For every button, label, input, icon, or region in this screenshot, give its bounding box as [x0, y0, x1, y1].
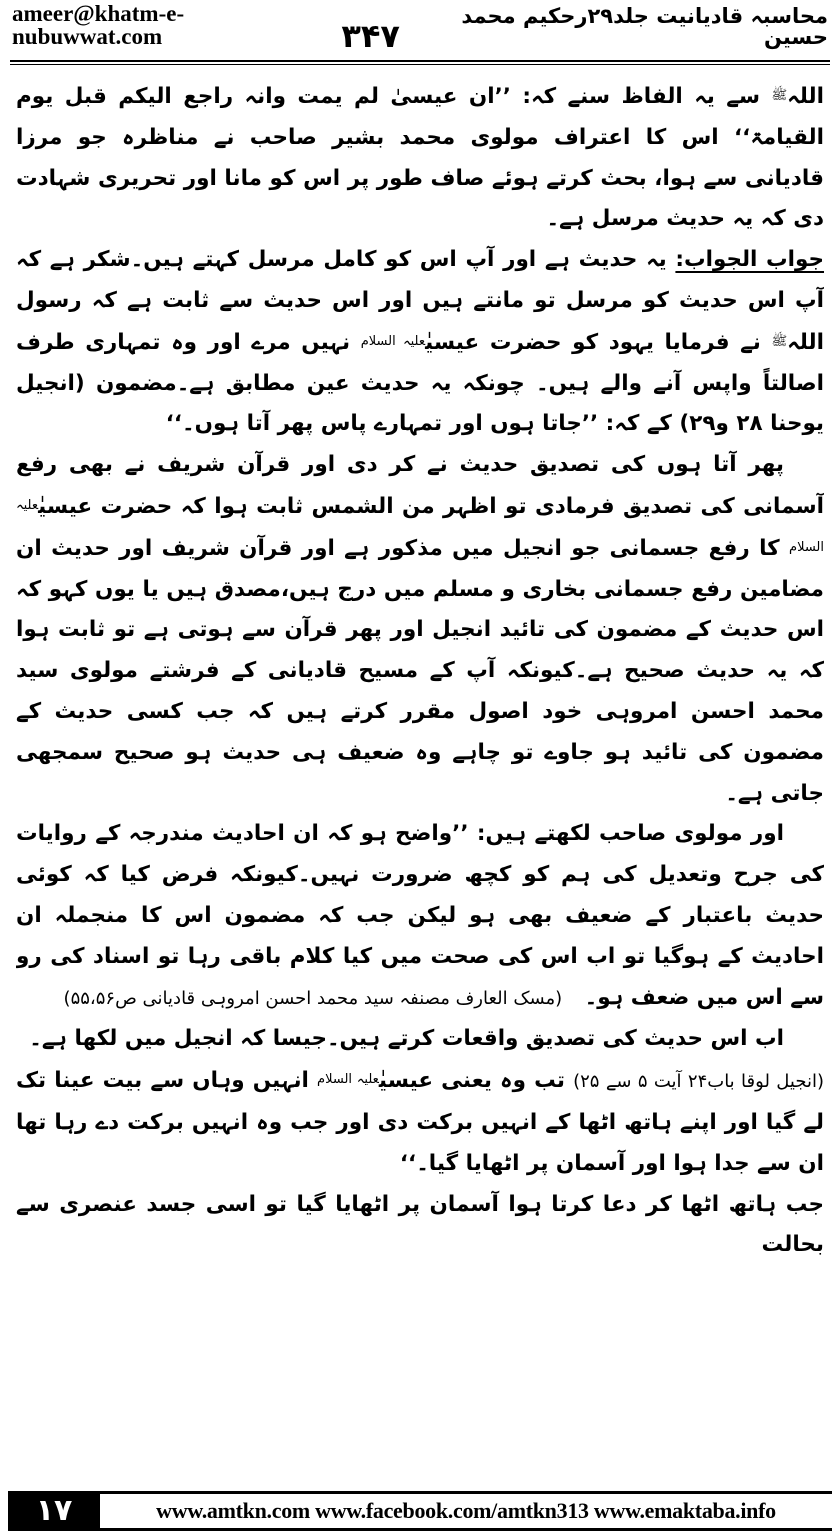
- honorific-as: علیہ السلام: [360, 333, 426, 349]
- p1-mid: سے یہ الفاظ سنے کہ: ’’: [494, 84, 772, 109]
- paragraph-5: [16, 1019, 824, 1060]
- footer-sheet-number: ۱۷: [8, 1491, 100, 1531]
- p4-reference: (مسک العارف مصنفہ سید محمد احسن امروہی قادیانی ص۵۵،۵۶): [63, 987, 563, 1009]
- paragraph-3: [16, 445, 824, 814]
- paragraph-7: [16, 1185, 824, 1267]
- p6-b: انہیں وہاں سے بیت عینا تک لے گیا اور اپنے ہاتھ اٹھا کے انہیں برکت دی اور جب وہ انہیں برکت دے رہا تھا ان سے جدا ہوا اور آسمان پر اٹھایا گیا۔‘‘: [16, 1068, 824, 1176]
- header-book-title: محاسبہ قادیانیت جلد۲۹رحکیم محمد حسین: [461, 4, 828, 49]
- page-body: [16, 76, 824, 1466]
- arabic-quote: ان عیسیٰ لم یمت وانہ راجع الیکم قبل یوم القیامۃ: [16, 84, 824, 150]
- p2-b: نے فرمایا یہود کو حضرت عیسیٰ: [425, 329, 772, 355]
- reply-label: جواب الجواب:: [675, 247, 824, 273]
- p2-a: یہ حدیث ہے اور آپ اس کو کامل مرسل کہتے ہیں۔شکر ہے کہ آپ اس حدیث کو مرسل تو مانتے ہیں اور اس حدیث سے ثابت ہے کہ رسول اللہ: [16, 247, 824, 355]
- p7: جب ہاتھ اٹھا کر دعا کرتا ہوا آسمان پر اٹھایا گیا تو اسی جسد عنصری سے بحالت: [16, 1191, 824, 1258]
- header-divider-thin: [10, 64, 830, 65]
- paragraph-4: [16, 814, 824, 1019]
- header-divider: [10, 60, 830, 62]
- p2-c: نہیں مرے اور وہ تمہاری طرف اصالتاً واپس آنے والے ہیں۔ چونکہ یہ حدیث عین مطابق ہے۔مضمون (انجیل یوحنا ۲۸ و۲۹) کے کہ: ’’جاتا ہوں اور تمہارے پاس پھر آتا ہوں۔‘‘: [16, 329, 824, 437]
- honorific-as-2: علیہ السلام: [16, 497, 824, 555]
- p5: اب اس حدیث کی تصدیق واقعات کرتے ہیں۔جیسا کہ انجیل میں لکھا ہے۔: [29, 1026, 784, 1052]
- p3-b: کا رفع جسمانی جو انجیل میں مذکور ہے اور قرآن شریف اور حدیث ان مضامین رفع جسمانی بخاری و مسلم میں درج ہیں،مصدق ہیں یا یوں کہو کہ اس حدیث کے مضمون کی تائید انجیل اور پھر قرآن سے ہوتی ہے تو ثابت ہوا کہ یہ حدیث صحیح ہے۔کیونکہ آپ کے مسیح قادیانی کے فرشتے مولوی سید محمد احسن امروہی خود اصول مقرر کرتے ہیں کہ جب کسی حدیث کے مضمون کی تائید ہو جاوے تو چاہے وہ ضعیف ہی حدیث ہو صحیح سمجھی جاتی ہے۔: [16, 535, 824, 806]
- p4-a: اور مولوی صاحب لکھتے ہیں: ’’واضح ہو کہ ان احادیث مندرجہ کے روایات کی جرح وتعدیل کی ہم کو کچھ ضرورت نہیں۔کیونکہ فرض کیا کہ کوئی حدیث باعتبار کے ضعیف بھی ہو لیکن جب کہ مضمون اس کا منجملہ ان احادیث کے ہوگیا تو اب اس کی صحت میں کیا کلام باقی رہا تو اسناد کی رو سے اس میں ضعف ہو۔: [16, 821, 824, 1010]
- p6-reference: (انجیل لوقا باب۲۴ آیت ۵ سے ۲۵): [573, 1071, 824, 1093]
- footer-bar: [100, 1491, 832, 1531]
- p3-a: پھر آتا ہوں کی تصدیق حدیث نے کر دی اور قرآن شریف نے بھی رفع آسمانی کی تصدیق فرمادی تو اظہر من الشمس ثابت ہوا کہ حضرت عیسیٰ: [16, 452, 824, 519]
- honorific-saw: ﷺ: [771, 88, 788, 103]
- honorific-as-3: علیہ السلام: [317, 1072, 379, 1088]
- p1-before: اللہ: [787, 84, 824, 109]
- header-email: ameer@khatm-e-nubuwwat.com: [12, 1, 185, 49]
- header-left-group: [12, 2, 400, 56]
- page-footer: [8, 1488, 832, 1534]
- p1-after: ‘‘ اس کا اعتراف مولوی محمد بشیر صاحب نے مناظرہ جو مرزا قادیانی سے ہوا، بحث کرتے ہوئے صاف طور پر اس کو مانا اور تحریری شہادت دی کہ یہ حدیث مرسل ہے۔: [16, 124, 824, 232]
- page-header: [12, 1, 828, 56]
- header-page-number: ۳۴۷: [341, 17, 400, 55]
- footer-links: www.amtkn.com www.facebook.com/amtkn313 www.emaktaba.info: [156, 1498, 776, 1523]
- honorific-saw-2: ﷺ: [771, 333, 788, 349]
- paragraph-1: [16, 76, 824, 240]
- p6-a: تب وہ یعنی عیسیٰ: [378, 1068, 574, 1094]
- paragraph-2: [16, 240, 824, 445]
- paragraph-6: [16, 1060, 824, 1184]
